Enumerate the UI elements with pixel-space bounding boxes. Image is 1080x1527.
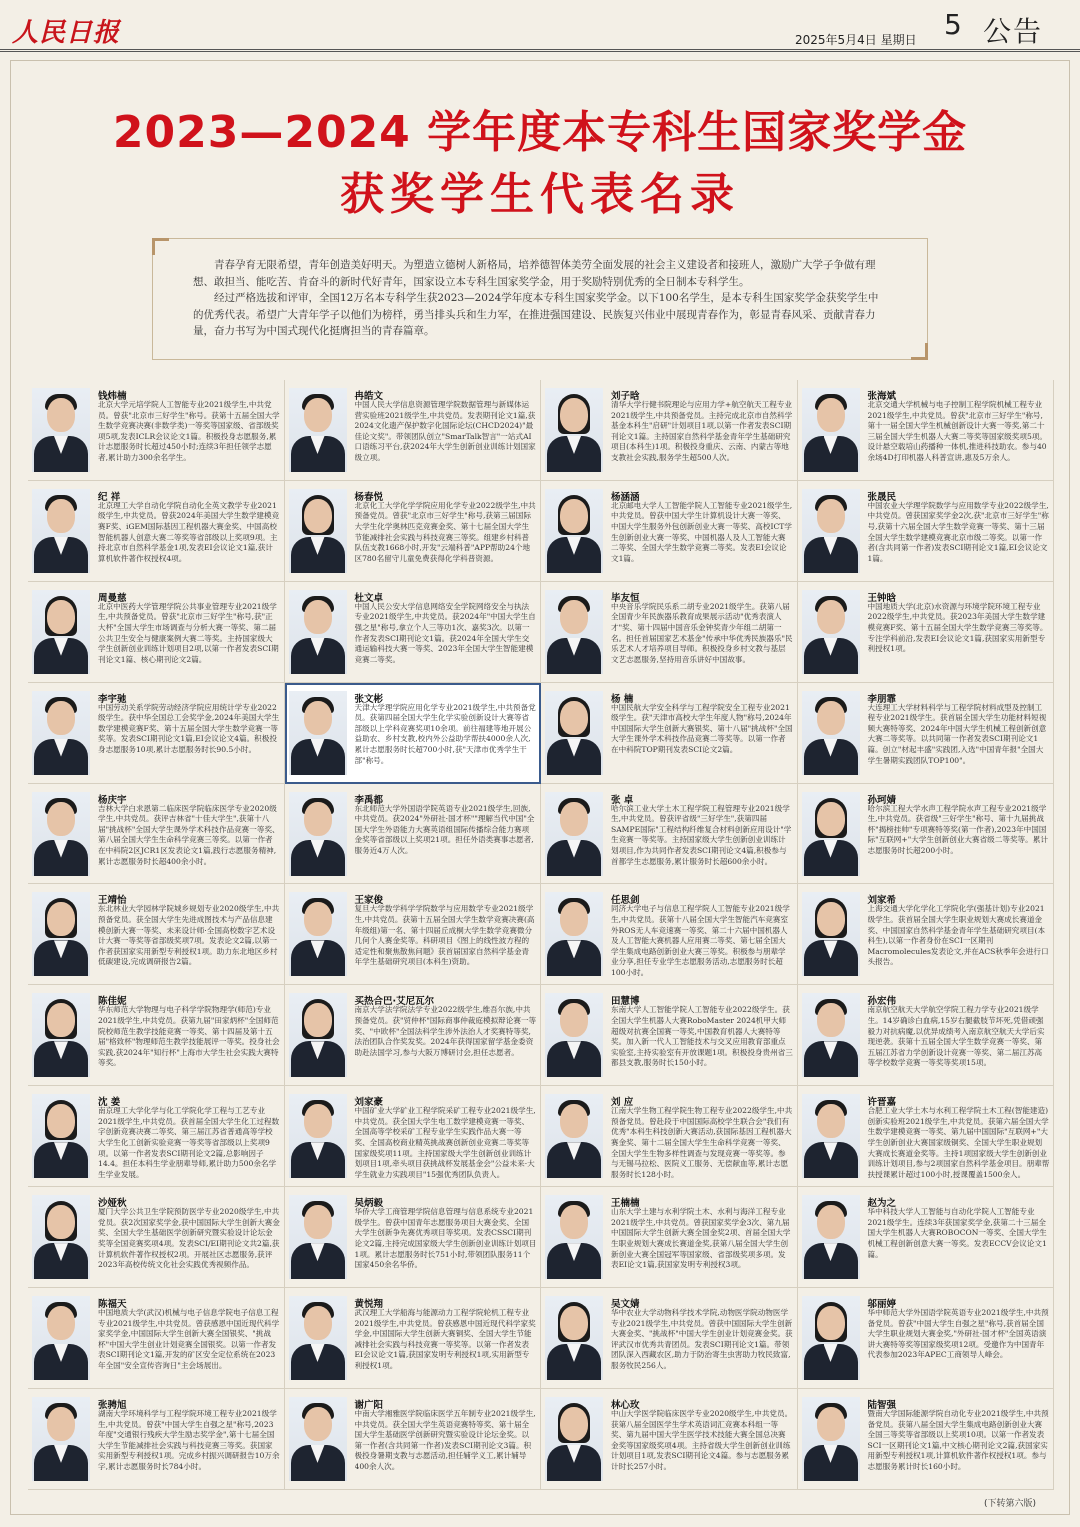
student-card	[798, 784, 1055, 885]
student-bio: 华中师范大学外国语学院英语专业2021级学生,中共预备党员。曾获"中国大学生自强之星"称号,获首届全国大学生职业规划大赛金奖,"外研社·国才杯"全国英语演讲大赛特等奖等国家级奖项12项。受邀作为中国青年代表参加2023年APEC工商领导人峰会。	[867, 1308, 1049, 1360]
student-bio: 吉林大学白求恩第二临床医学院临床医学专业2020级学生,中共党员。获评吉林省"十佳大学生",获第十八届"挑战杯"全国大学生课外学术科技作品竞赛一等奖、第八届全国大学生生命科学竞赛三等奖。以第一作者在中科院2区JCR1区发表论文1篇,践行志愿服务精神,累计志愿服务时长超400余小时。	[98, 803, 280, 866]
student-bio: 华侨大学工商管理学院信息管理与信息系统专业2021级学生。曾获中国青年志愿服务项目大赛金奖、全国大学生创新争先赛优秀项目等奖项。发表CSSCI期刊论文2篇,主持完成国家级大学生创新创业训练计划项目1项。累计志愿服务时长751小时,带领团队服务11个国家450余名华侨。	[354, 1207, 537, 1270]
student-name: 吴炳毅	[354, 1198, 384, 1210]
student-card	[285, 1086, 542, 1187]
student-bio: 南京航空航天大学航空学院工程力学专业2021级学生。14岁确诊白血病,15岁右腿截肢节坏死,凭借顽强毅力对抗病魔,以优异成绩考入南京航空航天大学后实现逆袭。获第十五届全国大学生数学竞赛一等奖、第五届江苏省力学创新设计竞赛一等奖、第二届江苏高等学校数学竞赛一等奖等奖项15项。	[867, 1005, 1045, 1068]
intro-paragraph-1: 青春孕育无限希望，青年创造美好明天。为塑造立德树人新格局，培养德智体美劳全面发展的社会主义建设者和接班人，激励广大学子争做有理想、敢担当、能吃苦、肯奋斗的新时代好青年，国家设立本专科生国家奖学金，用于奖励特别优秀的全日制本专科学生。	[193, 259, 876, 288]
student-card	[28, 1288, 285, 1389]
student-name: 孙珂婧	[867, 794, 897, 806]
student-bio: 哈尔滨工业大学土木工程学院工程管理专业2021级学生,中共党员。曾获评省级"三好学生",获第四届SAMPE国际"工程结构纤维复合材料创新应用设计"学生竞赛一等奖等。主持国家级大学生创新创业训练计划项目,作为共同作者发表SCI期刊论文4篇,积极参与首都学生志愿服务,累计服务时长超600余小时。	[611, 803, 792, 866]
page-subtitle: 获奖学生代表名录	[340, 169, 740, 220]
student-photo	[32, 993, 90, 1077]
student-name: 刘子晗	[611, 391, 640, 402]
student-name: 陈佳妮	[98, 996, 127, 1008]
student-photo	[289, 1195, 347, 1279]
student-bio: 北京交通大学机械与电子控制工程学院机械工程专业2021级学生,中共党员。曾获"北京市三好学生"称号,第十一届全国大学生机械创新设计大赛一等奖,第二十三届全国大学生机器人大赛二等奖等国家级奖项5项。设计悬空载培山药播种一体机,推进科技助农。参与40余场4D打印机器人科普宣讲,惠及5万余人。	[867, 400, 1047, 462]
student-bio: 暨南大学国际能源学院自动化专业2021级学生,中共预备党员。获第八届全国大学生集成电路创新创业大赛全国三等奖等省部级以上奖项10项。以第一作者发表SCI一区期刊论文1篇,中文核心期刊论文2篇,获国家实用新型专利授权1项,计算机软件著作权授权1项。参与志愿服务累计时长160小时。	[867, 1408, 1049, 1471]
student-bio: 复旦大学数学科学学院数学与应用数学专业2021级学生,中共党员。获第十五届全国大学生数学竞赛决赛(高年级组)第一名、第十四届丘成桐大学生数学竞赛微分几何个人赛金奖等。科研项目《图上的线性波方程的适定性和聚焦散焦问题》获首届国家自然科学基金青年学生基础研究项目(本科生)资助。	[354, 904, 535, 967]
student-bio: 北京邮电大学人工智能学院人工智能专业2021级学生,中共党员。曾获中国大学生计算机设计大赛一等奖、中国大学生服务外包创新创业大赛一等奖、高校ICT学生创新创业大赛一等奖、中国机器人及人工智能大赛二等奖、全国大学生数学竞赛二等奖。发表EI会议论文1篇。	[611, 500, 793, 563]
student-name: 冉皓文	[354, 391, 384, 402]
student-card	[28, 1187, 285, 1288]
student-name: 谢广阳	[354, 1399, 384, 1411]
student-bio: 江南大学生物工程学院生物工程专业2022级学生,中共预备党员。曾赴段于中国国际高校学生联合会"我们有优秀"本科生科技创新大赛活动,获国际基因工程机器大赛金奖、第十二届全国大学生生命科学竞赛一等奖、全国大学生生物多样性调查与发现竞赛一等奖等。参与无锡马拉松、医院义工服务、无偿献血等,累计志愿服务时长128小时。	[611, 1106, 793, 1179]
student-photo	[545, 993, 603, 1077]
student-bio: 南京理工大学化学与化工学院化学工程与工艺专业2021级学生,中共党员。获首届全国大学生化工过程数字创新竞赛决赛二等奖、第三届江苏省普通高等学校大学生化工创新实验竞赛一等奖等省部级以上奖项9项。以第一作者发表SCI期刊论文2篇,总影响因子14.4。担任本科生学业朋辈导师,累计助力500余名学生学业发展。	[98, 1106, 280, 1179]
student-name: 杜文卓	[354, 592, 384, 604]
student-card	[798, 481, 1055, 582]
student-photo	[802, 792, 860, 876]
student-bio: 中国民航大学安全科学与工程学院安全工程专业2021级学生。获"天津市高校大学生年度人物"称号,2024年中国国际大学生创新大赛银奖、第十八届"挑战杯"全国大学生课外学术科技作品竞赛二等奖等。以第一作者在中科院TOP期刊发表SCI论文2篇。	[611, 702, 793, 755]
student-name: 孙宏伟	[867, 996, 897, 1008]
student-name: 李禹都	[354, 794, 384, 806]
student-card	[541, 380, 798, 481]
student-bio: 中山大学医学院临床医学专业2020级学生,中共党员。获第八届全国医学生学术英语词汇竞赛本科组一等奖、第九届中国大学生医学技术技能大赛全国总决赛金奖等国家级奖项4项。主持省级大学生创新创业训练计划项目1项,发表SCI期刊论文4篇。参与志愿服务累计时长257小时。	[611, 1408, 793, 1471]
student-name: 田慧博	[611, 996, 640, 1008]
student-name: 李宇驰	[98, 693, 127, 705]
student-name: 邬丽婷	[867, 1299, 897, 1311]
student-bio: 中央音乐学院民乐系二胡专业2021级学生。获第八届全国青少年民族器乐教育成果展示活动"优秀表演人才"奖、第十四届中国音乐金钟奖青少年组二胡第一名。担任首届国家艺术基金"传承中华优秀民族器乐"民乐艺术人才培养项目导师。积极投身乡村文教与基层文艺志愿服务,坚持用音乐讲好中国故事。	[611, 601, 793, 664]
student-bio: 华中农业大学动物科学技术学院,动物医学院动物医学专业2021级学生,中共党员。曾获中国国际大学生创新大赛金奖、"挑战杯"中国大学生创业计划竞赛金奖。获评武汉市优秀共青团员。发表SCI期刊论文1篇。带领团队深入西藏农区,助力于防治寄生虫害助力牧民致富,服务牧民256人。	[611, 1308, 793, 1370]
student-bio: 东北师范大学外国语学院英语专业2021级学生,回族,中共党员。获2024"外研社·国才杯""理解当代中国"全国大学生外语能力大赛英语组国际传播综合能力赛项金奖等省部级以上奖项21项。担任外语类赛事志愿者,服务近4万人次。	[354, 803, 535, 855]
student-card	[541, 582, 798, 683]
student-bio: 东北林业大学园林学院城乡规划专业2020级学生,中共预备党员。获全国大学生先进成图技术与产品信息建模创新大赛一等奖、未来设计师·全国高校数字艺术设计大赛一等奖等省部级奖项7项。发表论文2篇,以第一作者获国家实用新型专利授权1项。助力东北地区乡村低碳建设,完成调研报告2篇。	[98, 904, 280, 967]
student-photo	[545, 590, 603, 674]
student-name: 林心玫	[611, 1399, 640, 1411]
student-photo	[545, 691, 603, 775]
student-photo	[32, 388, 90, 472]
student-photo	[289, 1094, 347, 1178]
student-photo	[289, 792, 347, 876]
student-bio: 清华大学行健书院理论与应用力学+航空航天工程专业2021级学生,中共预备党员。主持完成北京市自然科学基金本科生"启研"计划项目1项,以第一作者发表SCI期刊论文1篇。主持国家自然科学基金青年学生基础研究项目(本科生)1项。积极投身重庆、云南、内蒙古等地支教社会实践,服务学生超500人次。	[611, 400, 793, 462]
student-bio: 山东大学土建与水利学院土木、水利与海洋工程专业2021级学生,中共党员。曾获国家奖学金3次、第九届中国国际大学生创新大赛全国金奖2项、首届全国大学生职业规划大赛成长赛道金奖,获第八届全国大学生创新创业大赛全国冠军等国家级、省部级奖项多项。发表EI论文1篇,获国家发明专利授权3项。	[611, 1207, 791, 1270]
student-bio: 上海交通大学化学化工学院化学(强基计划)专业2021级学生。获首届全国大学生职业规划大赛成长赛道金奖、中国国家自然科学基金青年学生基础研究项目(本科生),以第一作者身份在SCI一区期刊Macromolecules发表论文,并在ACS秋季年会进行口头报告。	[867, 904, 1049, 967]
student-name: 买热合巴·艾尼瓦尔	[354, 996, 435, 1008]
student-bio: 中国地质大学(武汉)机械与电子信息学院电子信息工程专业2021级学生,中共党员。曾获感恩中国近现代科学家奖学金,中国国际大学生创新大赛全国银奖、"挑战杯"中国大学生创业计划竞赛全国银奖。以第一作者发表SCI期刊论文1篇,开发的矿区安全定位系统在2023年全国"安全宣传咨询日"主会场展出。	[98, 1308, 280, 1370]
student-name: 许晋嘉	[867, 1097, 897, 1109]
student-card	[285, 380, 542, 481]
student-bio: 东南大学人工智能学院人工智能专业2022级学生。获全国大学生机器人大赛RoboMaster 2024机甲大师超级对抗赛全国赛一等奖,中国教育机器人大赛特等奖。加入新一代人工智能技术与交叉应用教育部重点实验室,主持实验室有开放课题1项。积极投身贵州省三都县支教,服务时长150小时。	[611, 1005, 793, 1068]
intro-box	[152, 238, 928, 360]
student-name: 王靖怡	[98, 895, 127, 907]
student-photo	[32, 1195, 90, 1279]
student-bio: 华中科技大学人工智能与自动化学院人工智能专业2021级学生。连续3年获国家奖学金,获第二十三届全国大学生机器人大赛ROBOCON一等奖、全国大学生机械工程创新创意大赛一等奖。发表ECCV会议论文1篇。	[867, 1207, 1047, 1259]
masthead	[0, 0, 1080, 52]
student-card	[285, 1187, 542, 1288]
student-photo	[802, 388, 860, 472]
student-card	[285, 784, 542, 885]
student-card	[285, 884, 542, 985]
student-bio: 中国地质大学(北京)水资源与环境学院环境工程专业2022级学生,中共党员。获2023年美国大学生数学建模竞赛F奖、第十五届全国大学生数学竞赛三等奖等。专注学科前沿,发表EI会议论文1篇,获国家实用新型专利授权1项。	[867, 601, 1048, 654]
student-card	[28, 1389, 285, 1490]
student-photo	[32, 489, 90, 573]
student-photo	[802, 590, 860, 674]
student-name: 李朋霏	[867, 693, 897, 705]
student-photo	[545, 1296, 603, 1380]
student-bio: 中国劳动关系学院劳动经济学院应用统计学专业2022级学生。获中华全国总工会奖学金,2024年美国大学生数学建模竞赛F奖、第十五届全国大学生数学竞赛一等奖等。发表SCI期刊论文1篇,EI会议论文4篇。积极投身志愿服务10项,累计志愿服务时长90.5小时。	[98, 702, 280, 755]
student-name: 钱炜楠	[98, 391, 127, 402]
student-photo	[289, 1397, 347, 1481]
student-photo	[802, 1296, 860, 1380]
student-card	[798, 683, 1055, 784]
student-card	[285, 1389, 542, 1490]
student-name: 陆智强	[867, 1399, 897, 1411]
student-card	[541, 1086, 798, 1187]
student-card	[798, 985, 1055, 1086]
student-card	[541, 884, 798, 985]
student-name: 张晟民	[867, 491, 897, 503]
student-name: 沙娅秋	[98, 1198, 127, 1210]
student-card	[28, 1086, 285, 1187]
student-name: 沈 姜	[98, 1097, 121, 1109]
student-photo	[289, 691, 347, 775]
student-bio: 中南大学湘雅医学院临床医学五年制专业2021级学生,中共党员。获全国大学生英语竞赛特等奖、第十届全国大学生基础医学创新研究暨实验设计论坛金奖。以第一作者(含共同第一作者)发表SCI期刊论文3篇。积极投身暑期支教与志愿活动,担任辅学义工,累计辅导400余人次。	[354, 1408, 536, 1471]
student-photo	[32, 1296, 90, 1380]
student-photo	[802, 1397, 860, 1481]
student-photo	[289, 489, 347, 573]
student-name: 刘家豪	[354, 1097, 384, 1109]
student-photo	[545, 1397, 603, 1481]
student-name: 周曼慈	[98, 592, 127, 604]
intro-paragraph-2: 经过严格选拔和评审，全国12万名本专科学生获2023—2024学年度本专科生国家奖学金。以下100名学生，是本专科生国家奖学金获奖学生中的优秀代表。希望广大青年学子以他们为榜样，勇当排头兵和生力军，在推进强国建设、民族复兴伟业中展现青春作为，彰显青春风采、贡献青春力量，奋力书写为中国式现代化挺膺担当的青春篇章。	[193, 292, 879, 337]
student-name: 杨春悦	[354, 491, 384, 503]
student-name: 陈福天	[98, 1299, 127, 1311]
student-name: 杨庆宇	[98, 794, 127, 806]
student-bio: 同济大学电子与信息工程学院人工智能专业2021级学生,中共党员。获第十八届全国大学生智能汽车竞赛室外ROS无人车竞速赛一等奖、第二十六届中国机器人及人工智能大赛机器人应用赛二等奖、第七届全国大学生集成电路创新创业大赛三等奖。积极参与朋辈学业分享,担任专业学生志愿服务活动,志愿服务时长超100小时。	[611, 904, 790, 978]
student-photo	[32, 892, 90, 976]
student-card	[541, 481, 798, 582]
student-card	[541, 1187, 798, 1288]
student-photo	[289, 590, 347, 674]
student-photo	[802, 489, 860, 573]
student-card	[541, 1389, 798, 1490]
student-photo	[289, 1296, 347, 1380]
student-bio: 南京大学法学院法学专业2022级学生,维吾尔族,中共预备党员。获"贸仲杯"国际商事仲裁庭模拟辩论赛一等奖、"中欧杯"全国法科学生涉外法治人才奖赛特等奖,法治团队合作奖发奖。2024年获得国家留学基金委资助赴法国学习,参与大阪万博研讨会,担任志愿者。	[354, 1005, 537, 1057]
student-name: 王钟晗	[867, 592, 897, 604]
student-card	[541, 1288, 798, 1389]
page-number: 5	[944, 8, 962, 41]
student-card	[28, 985, 285, 1086]
student-bio: 厦门大学公共卫生学院预防医学专业2020级学生,中共党员。获2次国家奖学金,获中国国际大学生创新大赛金奖、全国大学生基础医学创新研究暨实验设计论坛金奖等全国竞赛奖项4项。发表SCI/EI期刊论文共2篇,获计算机软件著作权授权2项。开展社区志愿服务,获评2023年高校传统文化社会实践优秀视频作品。	[98, 1207, 280, 1270]
page-title: 2023—2024 学年度本专科生国家奖学金	[112, 107, 968, 158]
student-card	[798, 1187, 1055, 1288]
student-card	[28, 380, 285, 481]
student-grid	[28, 380, 1054, 1490]
student-bio: 合肥工业大学土木与水利工程学院土木工程(智能建造)创新实验班2021级学生,中共党员。获第六届全国大学生数学建模竞赛一等奖、第九届中国国际"互联网+"大学生创新创业大赛国家级铜奖、全国大学生职业规划大赛成长赛道金奖等。主持1项国家级大学生创新创业训练计划项目,参与2项国家自然科学基金项目。朋辈帮扶授课累计超过100小时,授课覆盖1500余人。	[867, 1106, 1050, 1179]
student-card	[541, 784, 798, 885]
student-card	[285, 1288, 542, 1389]
student-photo	[289, 892, 347, 976]
student-bio: 哈尔滨工程大学水声工程学院水声工程专业2021级学生,中共党员。获省级"三好学生"称号、第十九届挑战杯"揭榜挂帅"专项赛特等奖(第一作者),2023年中国国际"互联网+"大学生创新创业大赛省级二等奖等。累计志愿服务时长超200小时。	[867, 803, 1048, 855]
student-photo	[32, 792, 90, 876]
student-bio: 天津大学理学院应用化学专业2021级学生,中共预备党员。获第四届全国大学生化学实验创新设计大赛等省部级以上学科竞赛奖项10余项。前往福建等地开展公益助农、乡村支教,校内外公益助学帮扶4000余人次,累计志愿服务时长超700小时,获"天津市优秀学生干部"称号。	[354, 702, 536, 765]
student-photo	[545, 892, 603, 976]
student-card	[285, 683, 542, 784]
student-bio: 中国人民大学信息资源管理学院数据管理与新媒体运营实验班2021级学生,中共党员。发表期刊论文1篇,获2024文化遗产保护数字化国际论坛(CHCD2024)"最佳论文奖"。带领团队创立"SmarTalk智言"一站式AI口语练习平台,获2024年大学生创新创业训练计划国家级立项。	[354, 400, 536, 462]
student-bio: 中国矿业大学矿业工程学院采矿工程专业2021级学生,中共党员。获全国大学生电工数学建模竞赛一等奖、全国高等学校采矿工程专业学生实践作品大赛一等奖、全国高校商业精英挑战赛创新创业竞赛二等奖等国家级奖项11项。主持国家级大学生创新创业训练计划项目1项,牵头项目获挑战杯发展基金会"公益未来·大学生就业力实践项目"15强优秀团队负责人。	[354, 1106, 536, 1179]
student-bio: 大连理工大学材料科学与工程学院材料成型及控制工程专业2021级学生。获首届全国大学生功能材料短视频大赛特等奖、2024年中国大学生机械工程创新创意大赛二等奖等。以共同第一作者发表SCI期刊论文1篇。创立"材起丰盛"实践团,入选"中国青年报"全国大学生暑期实践团队TOP100"。	[867, 702, 1047, 765]
student-card	[798, 884, 1055, 985]
issue-date: 2025年5月4日 星期日	[795, 33, 917, 47]
student-card	[28, 683, 285, 784]
student-photo	[32, 691, 90, 775]
student-card	[541, 683, 798, 784]
continued-note: (下转第六版)	[984, 1499, 1037, 1509]
student-card	[285, 582, 542, 683]
student-name: 杨涵涵	[611, 491, 640, 503]
student-photo	[802, 1195, 860, 1279]
student-photo	[802, 691, 860, 775]
student-photo	[32, 1094, 90, 1178]
student-name: 纪 祥	[98, 491, 121, 503]
student-card	[28, 481, 285, 582]
student-name: 刘家希	[867, 895, 897, 907]
student-photo	[289, 388, 347, 472]
student-card	[798, 582, 1055, 683]
newspaper-logo: 人民日报	[12, 18, 121, 48]
student-name: 任思剑	[611, 895, 640, 907]
student-photo	[802, 1094, 860, 1178]
student-name: 黄悦翔	[354, 1299, 384, 1311]
student-photo	[32, 590, 90, 674]
student-name: 杨 楠	[611, 693, 634, 705]
student-bio: 中国人民公安大学信息网络安全学院网络安全与执法专业2021级学生,中共党员。获2024年"中国大学生自强之星"称号,拿立个人三等功1次、嘉奖3次。以第一作者发表SCI期刊论文1篇。获2024年全国大学生交通运输科技大赛一等奖、2023年全国大学生智能建模竞赛二等奖。	[354, 601, 536, 664]
student-photo	[545, 388, 603, 472]
student-name: 刘 应	[611, 1097, 634, 1109]
student-name: 张骋旭	[98, 1399, 127, 1411]
student-name: 王楠楠	[611, 1198, 640, 1210]
student-bio: 北京理工大学自动化学院自动化全英文教学专业2021级学生,中共党员。曾获2024年美国大学生数学建模竞赛F奖、iGEM国际基因工程机器大赛金奖、中国高校智能机器人创意大赛二等奖等省部级以上奖项9项。主持北京市自然科学基金1项,发表EI会议论文1篇,获计算机软件著作权授权4项。	[98, 500, 280, 563]
student-name: 张海斌	[867, 391, 897, 402]
student-card	[28, 784, 285, 885]
student-name: 毕友恒	[611, 592, 640, 604]
student-name: 王家俊	[354, 895, 384, 907]
student-photo	[802, 993, 860, 1077]
student-photo	[545, 1195, 603, 1279]
student-bio: 武汉理工大学船海与能源动力工程学院轮机工程专业2021级学生,中共党员。曾获感恩中国近现代科学家奖学金,中国国际大学生创新大赛铜奖、全国大学生节能减排社会实践与科技竞赛一等奖等。以第一作者发表EI会议论文1篇,获国家发明专利授权1项,实用新型专利授权1项。	[354, 1308, 536, 1370]
student-bio: 北京中医药大学管理学院公共事业管理专业2021级学生,中共预备党员。曾获"北京市三好学生"称号,获"正大杯"全国大学生市场调查与分析大赛一等奖、第二届公共卫生安全与健康案例大赛二等奖。主持国家级大学生创新创业训练计划项目2项,以第一作者发表SCI期刊论文1篇、核心期刊论文2篇。	[98, 601, 279, 664]
student-card	[285, 985, 542, 1086]
student-bio: 湖南大学环境科学与工程学院环境工程专业2021级学生,中共党员。曾获"中国大学生自强之星"称号,2023年度"交通银行残疾大学生励志奖学金",第十七届全国大学生节能减排社会实践与科技竞赛三等奖。获国家实用新型专利授权1项。完成乡村振兴调研报告10万余字,累计志愿服务时长784小时。	[98, 1408, 280, 1471]
student-name: 吴文婧	[611, 1299, 640, 1311]
student-name: 赵为之	[867, 1198, 897, 1210]
student-card	[285, 481, 542, 582]
student-photo	[32, 1397, 90, 1481]
student-photo	[802, 892, 860, 976]
student-card	[798, 1086, 1055, 1187]
student-card	[541, 985, 798, 1086]
student-bio: 中国农业大学理学院数学与应用数学专业2022级学生,中共党员。曾获国家奖学金2次,获"北京市三好学生"称号,获第十六届全国大学生数学竞赛一等奖、第十三届全国大学生数学建模竞赛北京市级二等奖。以第一作者(含共同第一作者)发表SCI期刊论文1篇,EI会议论文1篇。	[867, 500, 1049, 563]
student-bio: 华东师范大学物理与电子科学学院物理学(师范)专业2021级学生,中共党员。获第九届"田家炳杯"全国师范院校师范生教学技能竞赛一等奖、第十四届及第十五届"格致杯"物理师范生教学技能展评一等奖。投身社会实践,获2024年"知行杯"上海市大学生社会实践大赛特等奖。	[98, 1005, 280, 1068]
student-card	[798, 380, 1055, 481]
student-card	[28, 884, 285, 985]
student-photo	[545, 792, 603, 876]
section-name: 公告	[983, 15, 1044, 48]
student-bio: 北京大学元培学院人工智能专业2021级学生,中共党员。曾获"北京市三好学生"称号。获第十五届全国大学生数学竞赛决赛(非数学类)一等奖等国家级、省部级奖项5项,发表ICLR会议论文1篇。积极投身志愿服务,累计志愿服务时长超过450小时;连续3年担任领学志愿者,累计助力300余名学生。	[98, 400, 280, 462]
student-photo	[545, 489, 603, 573]
student-name: 张文彬	[354, 693, 384, 705]
student-card	[798, 1288, 1055, 1389]
student-photo	[289, 993, 347, 1077]
student-card	[798, 1389, 1055, 1490]
student-bio: 北京化工大学化学学院应用化学专业2022级学生,中共预备党员。曾获"北京市三好学生"称号,获第三届国际大学生化学奥林匹克竞赛金奖、第十七届全国大学生节能减排社会实践与科技竞赛三等奖。组建乡村科普队伍支教1668小时,开发"云端科普"APP帮助24个地区780名留守儿童免费获得化学科普资源。	[354, 500, 536, 563]
student-name: 张 卓	[611, 794, 634, 806]
student-photo	[545, 1094, 603, 1178]
student-card	[28, 582, 285, 683]
